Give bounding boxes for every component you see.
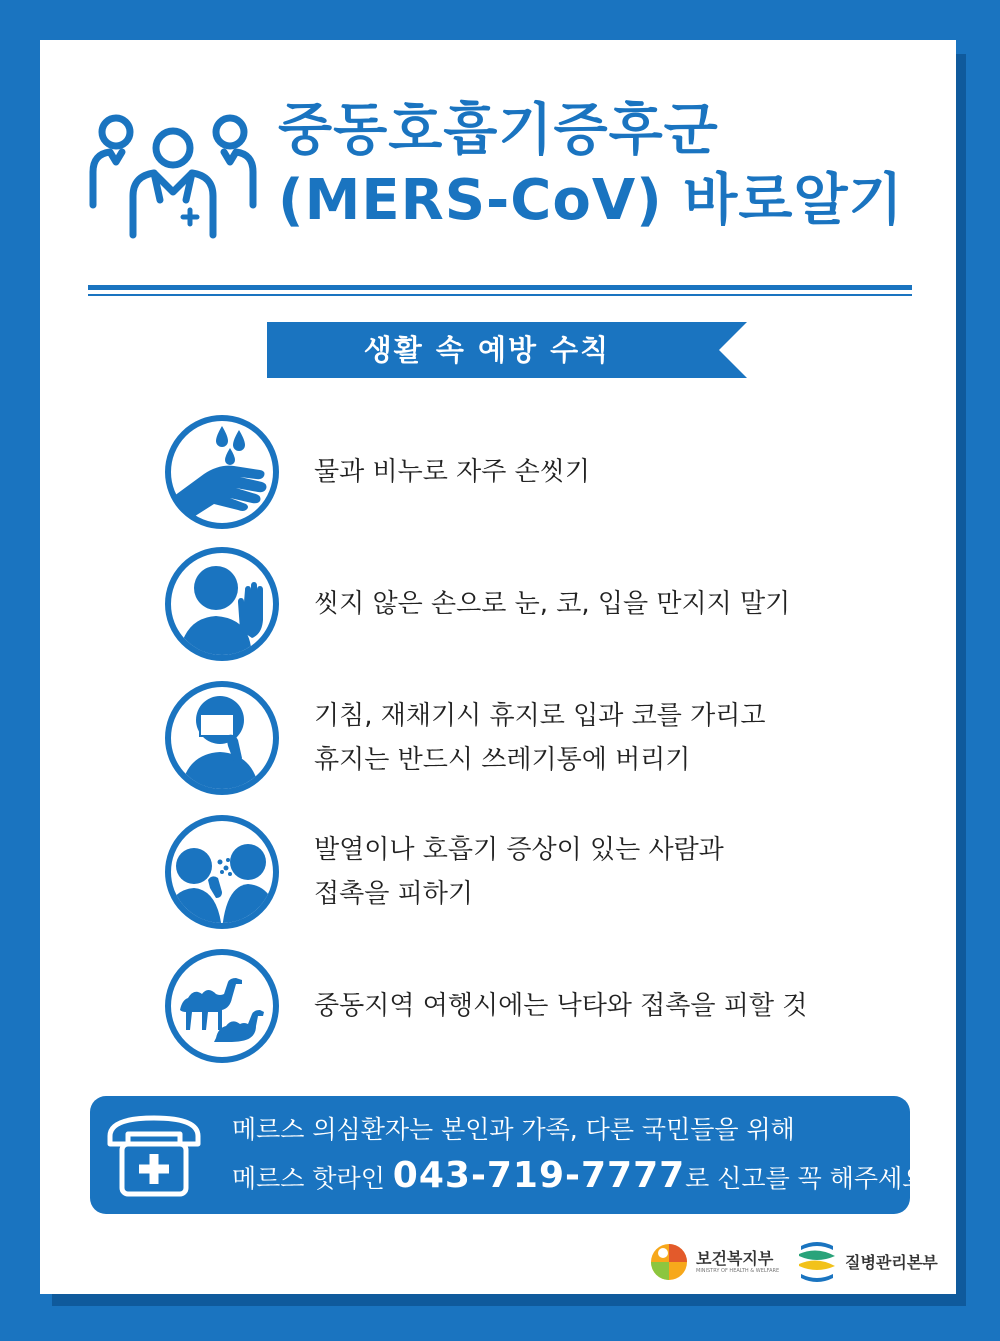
list-item-avoid-contact xyxy=(164,814,924,930)
medical-phone-icon xyxy=(106,1110,202,1200)
hand-washing-icon xyxy=(164,414,280,530)
cover-cough-icon xyxy=(164,680,280,796)
section-label: 생활 속 예방 수칙 xyxy=(363,333,611,367)
item-text-line: 접촉을 피하기 xyxy=(314,879,473,909)
ministry-emblem-icon xyxy=(648,1240,690,1282)
title-line-1: 중동호흡기증후군 xyxy=(278,98,719,163)
ministry-logo xyxy=(648,1236,798,1286)
list-item-camel xyxy=(164,948,924,1064)
divider-thin xyxy=(88,294,912,296)
item-text xyxy=(314,546,790,662)
item-text-line: 발열이나 호흡기 증상이 있는 사람과 xyxy=(314,835,724,865)
item-text-line: 기침, 재채기시 휴지로 입과 코를 가리고 xyxy=(314,701,766,731)
item-text-line: 중동지역 여행시에는 낙타와 접촉을 피할 것 xyxy=(314,991,808,1021)
item-text xyxy=(314,414,590,530)
hotline-suffix: 로 신고를 꼭 해주세요 xyxy=(685,1164,927,1193)
hotline-box xyxy=(90,1096,927,1214)
kcdc-logo xyxy=(795,1236,955,1286)
no-touch-face-icon xyxy=(164,546,280,662)
item-text xyxy=(314,680,765,796)
hotline-line-1: 메르스 의심환자는 본인과 가족, 다른 국민들을 위해 xyxy=(232,1115,795,1144)
item-text xyxy=(314,814,724,930)
list-item-cough xyxy=(164,680,924,796)
medical-staff-icon xyxy=(88,110,258,240)
kcdc-emblem-icon xyxy=(795,1238,839,1284)
page-title xyxy=(278,96,938,236)
title-line-2: (MERS-CoV) 바로알기 xyxy=(278,168,904,233)
ministry-name: 보건복지부 xyxy=(696,1249,774,1268)
item-text-line: 씻지 않은 손으로 눈, 코, 입을 만지지 말기 xyxy=(314,589,791,619)
avoid-contact-icon xyxy=(164,814,280,930)
camel-icon xyxy=(164,948,280,1064)
hotline-number: 043-719-7777 xyxy=(392,1155,686,1196)
list-item-handwash xyxy=(164,414,924,530)
item-text xyxy=(314,948,807,1064)
item-text-line: 휴지는 반드시 쓰레기통에 버리기 xyxy=(314,745,691,775)
list-item-no-touch xyxy=(164,546,924,662)
hotline-prefix: 메르스 핫라인 xyxy=(232,1164,393,1193)
hotline-line-2 xyxy=(232,1150,926,1205)
kcdc-name: 질병관리본부 xyxy=(845,1253,938,1272)
divider-thick xyxy=(88,285,912,290)
ministry-subtitle: MINISTRY OF HEALTH & WELFARE xyxy=(696,1268,780,1274)
item-text-line: 물과 비누로 자주 손씻기 xyxy=(314,457,590,487)
poster-card xyxy=(40,40,956,1294)
